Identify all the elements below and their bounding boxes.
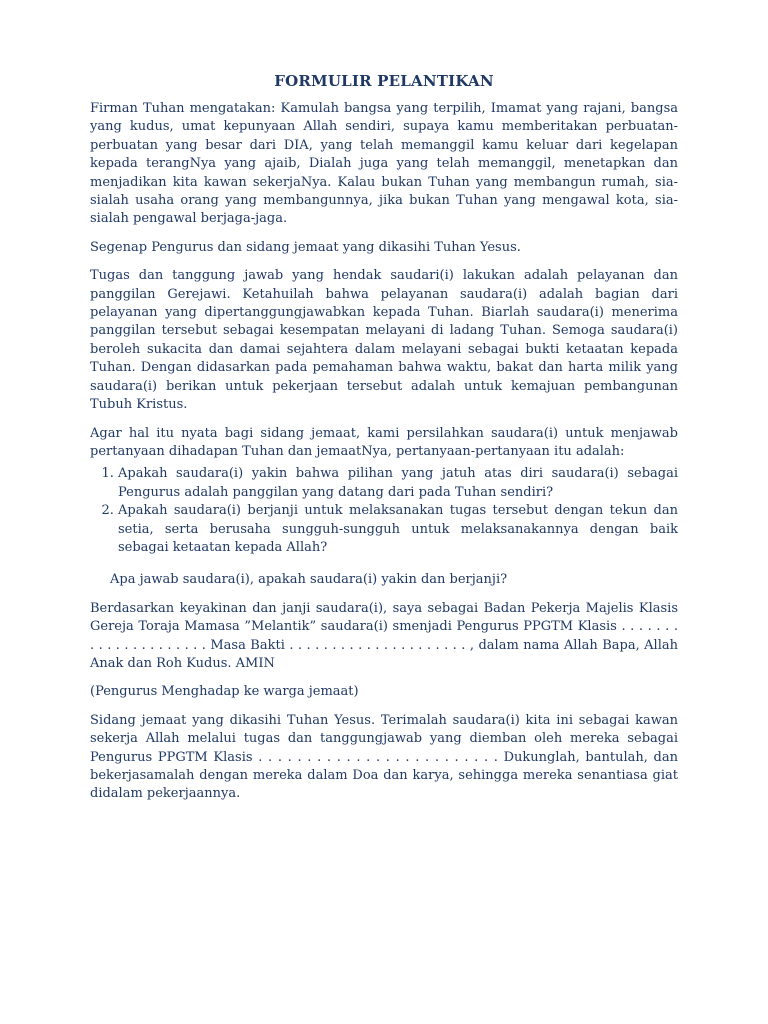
question-item: 2. Apakah saudara(i) berjanji untuk melaksanakan tugas tersebut dengan tekun dan setia, serta berusaha sungguh-sungguh untuk melaksanakannya dengan baik sebagai ketaatan kepada Allah? [118,502,678,557]
paragraph-pertanyaan-intro: Agar hal itu nyata bagi sidang jemaat, kami persilahkan saudara(i) untuk menjawab pertanyaan dihadapan Tuhan dan jemaatNya, pertanyaan-pertanyaan itu adalah: [90,425,678,459]
paragraph-pelantikan: Berdasarkan keyakinan dan janji saudara(i), saya sebagai Badan Pekerja Majelis Klasis Gereja Toraja Mamasa ”Melantik” saudara(i) smenjadi Pengurus PPGTM Klasis . . . . . . . . . . . . . . . . . . . . . Masa Bakti . . . . . . . . . . . . . . . . . . . . . , dalam nama Allah Bapa, Allah Anak dan Roh Kudus. AMIN [90,600,678,671]
question-item: 1. Apakah saudara(i) yakin bahwa pilihan yang jatuh atas diri saudara(i) sebagai Pengurus adalah panggilan yang datang dari pada Tuhan sendiri? [118,465,678,502]
paragraph-tugas: Tugas dan tanggung jawab yang hendak saudari(i) lakukan adalah pelayanan dan panggilan Gerejawi. Ketahuilah bahwa pelayanan saudara(i) adalah bagian dari pelayanan yang dipertanggungjawabkan kepada Tuhan. Biarlah saudara(i) menerima panggilan tersebut sebagai kesempatan melayani di ladang Tuhan. Semoga saudara(i) beroleh sukacita dan damai sejahtera dalam melayani sebagai bukti ketaatan kepada Tuhan. Dengan didasarkan pada pemahaman bahwa waktu, bakat dan harta milik yang saudara(i) berikan untuk pekerjaan tersebut adalah untuk kemajuan pembangunan Tubuh Kristus. [90,268,678,413]
question-list [90,465,678,557]
document-title: FORMULIR PELANTIKAN [274,72,494,90]
paragraph-jawab: Apa jawab saudara(i), apakah saudara(i) yakin dan berjanji? [110,572,508,588]
paragraph-instruction: (Pengurus Menghadap ke warga jemaat) [90,684,359,700]
paragraph-greeting: Segenap Pengurus dan sidang jemaat yang dikasihi Tuhan Yesus. [90,239,521,255]
paragraph-firman: Firman Tuhan mengatakan: Kamulah bangsa yang terpilih, Imamat yang rajani, bangsa yang kudus, umat kepunyaan Allah sendiri, supaya kamu memberitakan perbuatan-perbuatan yang besar dari DIA, yang telah memanggil kamu keluar dari kegelapan kepada terangNya yang ajaib, Dialah juga yang telah memanggil, menetapkan dan menjadikan kita kawan sekerjaNya. Kalau bukan Tuhan yang membangun rumah, sia-sialah usaha orang yang membangunnya, jika bukan Tuhan yang mengawal kota, sia-sialah pengawal berjaga-jaga. [90,101,678,227]
paragraph-penutup: Sidang jemaat yang dikasihi Tuhan Yesus. Terimalah saudara(i) kita ini sebagai kawan sekerja Allah melalui tugas dan tanggungjawab yang diemban oleh mereka sebagai Pengurus PPGTM Klasis . . . . . . . . . . . . . . . . . . . . . . . . . Dukunglah, bantulah, dan bekerjasamalah dengan mereka dalam Doa dan karya, sehingga mereka senantiasa giat didalam pekerjaannya. [90,712,678,802]
